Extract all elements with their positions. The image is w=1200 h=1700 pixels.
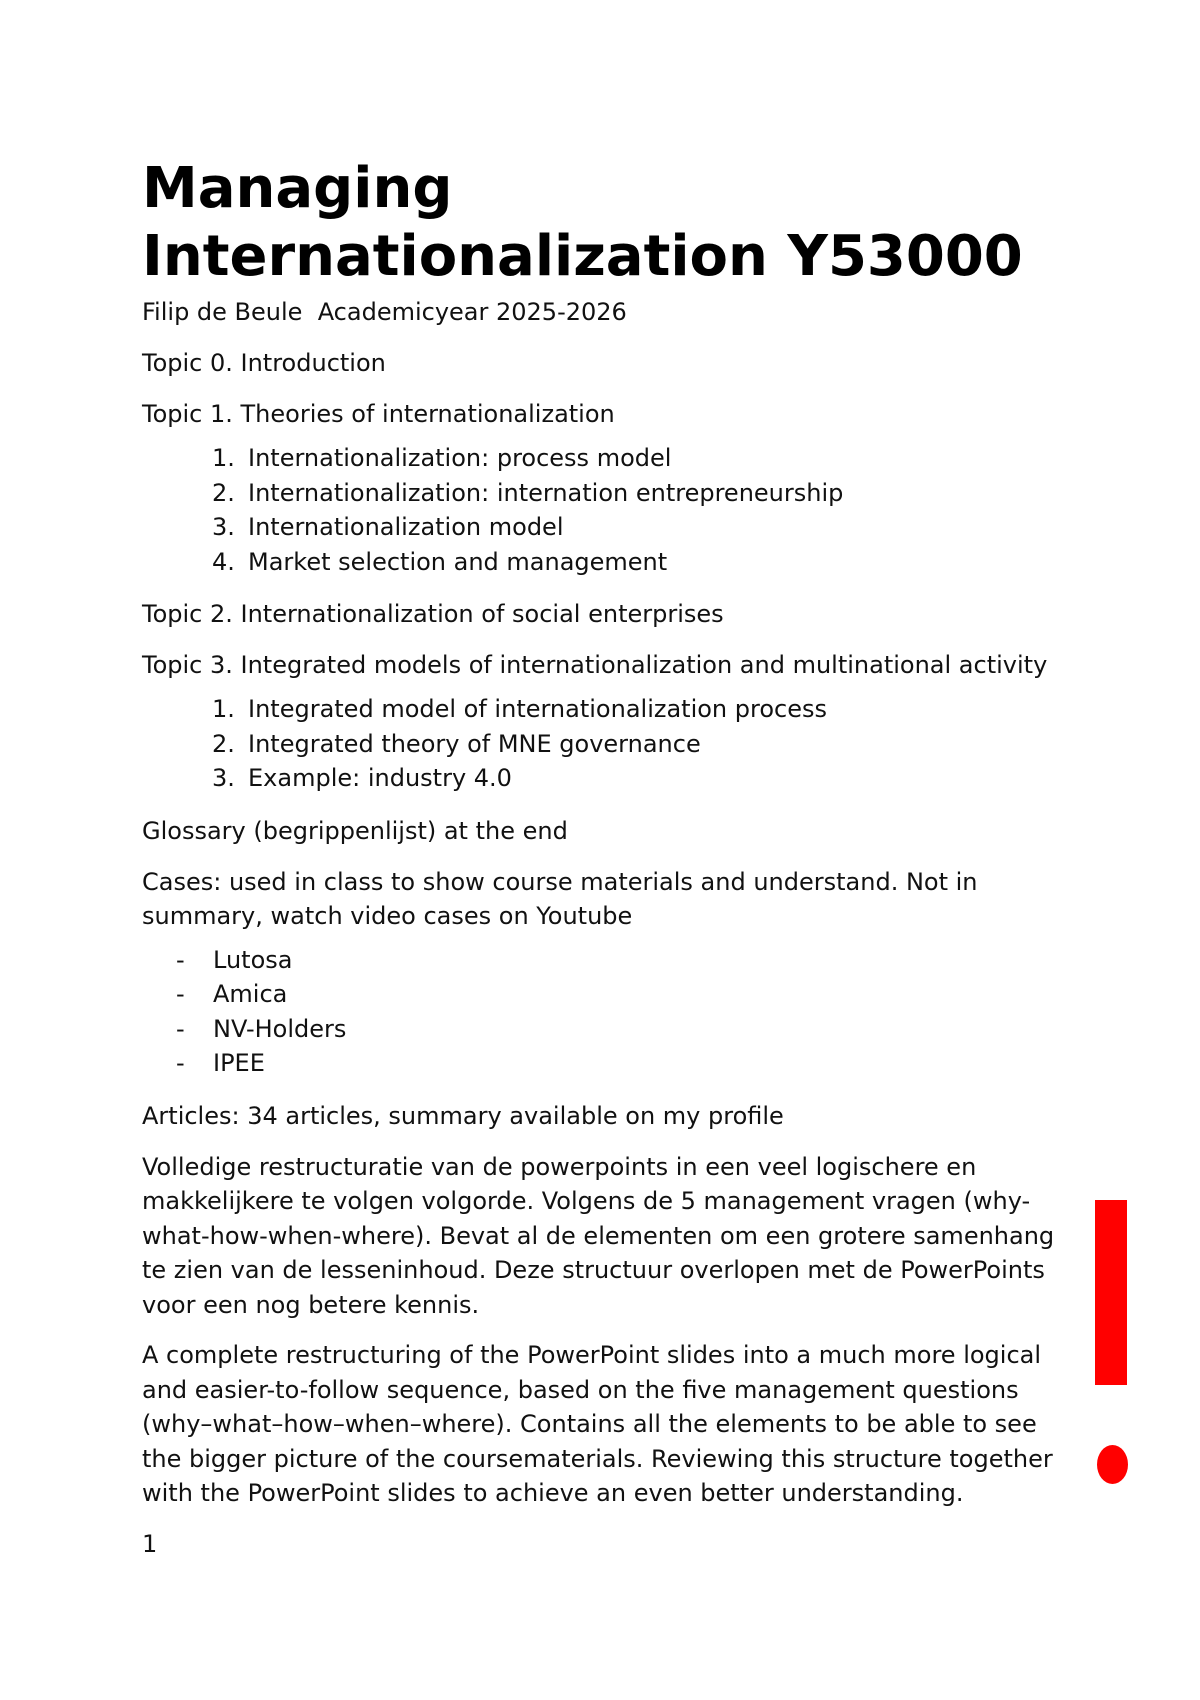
cases-list xyxy=(142,943,1072,1081)
list-item xyxy=(176,1012,1072,1047)
list-number: 2. xyxy=(212,729,235,758)
page-number: 1 xyxy=(142,1529,158,1558)
list-dash: - xyxy=(176,980,185,1008)
list-item-text: Example: industry 4.0 xyxy=(248,764,512,792)
list-item xyxy=(176,1046,1072,1081)
list-item-text: Market selection and management xyxy=(248,547,668,576)
paragraph-english: A complete restructuring of the PowerPoint slides into a much more logical and easier-to-follow sequence, based on the five management questions (why–what–how–when–where). Contains all the elements to be able to see the bigger picture of the coursematerials. Reviewing this structure together with the PowerPoint slides to achieve an even better understanding. xyxy=(142,1341,1053,1507)
list-item xyxy=(212,761,1072,796)
paragraph-dutch: Volledige restructuratie van de powerpoints in een veel logischere en makkelijkere te volgen volgorde. Volgens de 5 management vragen (why-what-how-when-where). Bevat al de elementen om een grotere samenhang te zien van de lesseninhoud. Deze structuur overlopen met de PowerPoints voor een nog betere kennis. xyxy=(142,1152,1055,1319)
cases-intro: Cases: used in class to show course materials and understand. Not in summary, watch video cases on Youtube xyxy=(142,867,978,930)
list-item xyxy=(212,476,1072,511)
list-dash: - xyxy=(176,1014,185,1043)
list-item xyxy=(212,545,1072,580)
list-number: 1. xyxy=(212,695,235,723)
list-item-text: Internationalization model xyxy=(248,513,564,541)
list-number: 3. xyxy=(212,513,235,541)
glossary-note: Glossary (begrippenlijst) at the end xyxy=(142,816,568,845)
author-line: Filip de Beule Academicyear 2025-2026 xyxy=(142,298,627,326)
list-number: 1. xyxy=(212,444,235,472)
exclamation-bar xyxy=(1095,1200,1127,1385)
list-item xyxy=(176,943,1072,978)
articles-note: Articles: 34 articles, summary available on my profile xyxy=(142,1101,784,1130)
list-item-text: NV-Holders xyxy=(213,1014,347,1043)
list-item xyxy=(212,727,1072,762)
list-item xyxy=(212,692,1072,727)
list-item-text: Lutosa xyxy=(213,945,293,974)
list-item-text: Internationalization: internation entrepreneurship xyxy=(248,478,844,507)
list-number: 2. xyxy=(212,478,235,507)
exclamation-icon xyxy=(1095,1200,1129,1460)
topic-2-heading: Topic 2. Internationalization of social enterprises xyxy=(142,600,724,628)
list-number: 3. xyxy=(212,764,235,792)
list-item-text: IPEE xyxy=(213,1049,265,1077)
list-number: 4. xyxy=(212,547,235,576)
document-title: Managing Internationalization Y53000 xyxy=(142,156,1023,289)
list-item xyxy=(212,510,1072,545)
document-page xyxy=(142,155,1072,1561)
exclamation-dot xyxy=(1097,1445,1128,1484)
topic-3-list xyxy=(142,692,1072,796)
list-item xyxy=(176,977,1072,1012)
list-dash: - xyxy=(176,945,185,974)
list-item-text: Integrated model of internationalization process xyxy=(248,695,827,723)
list-item-text: Integrated theory of MNE governance xyxy=(248,729,701,758)
list-item xyxy=(212,441,1072,476)
topic-3-heading: Topic 3. Integrated models of internationalization and multinational activity xyxy=(142,651,1048,679)
list-item-text: Internationalization: process model xyxy=(248,444,672,472)
topic-1-heading: Topic 1. Theories of internationalization xyxy=(142,400,615,428)
topic-0-heading: Topic 0. Introduction xyxy=(142,349,386,377)
list-dash: - xyxy=(176,1049,185,1077)
list-item-text: Amica xyxy=(213,980,288,1008)
topic-1-list xyxy=(142,441,1072,579)
